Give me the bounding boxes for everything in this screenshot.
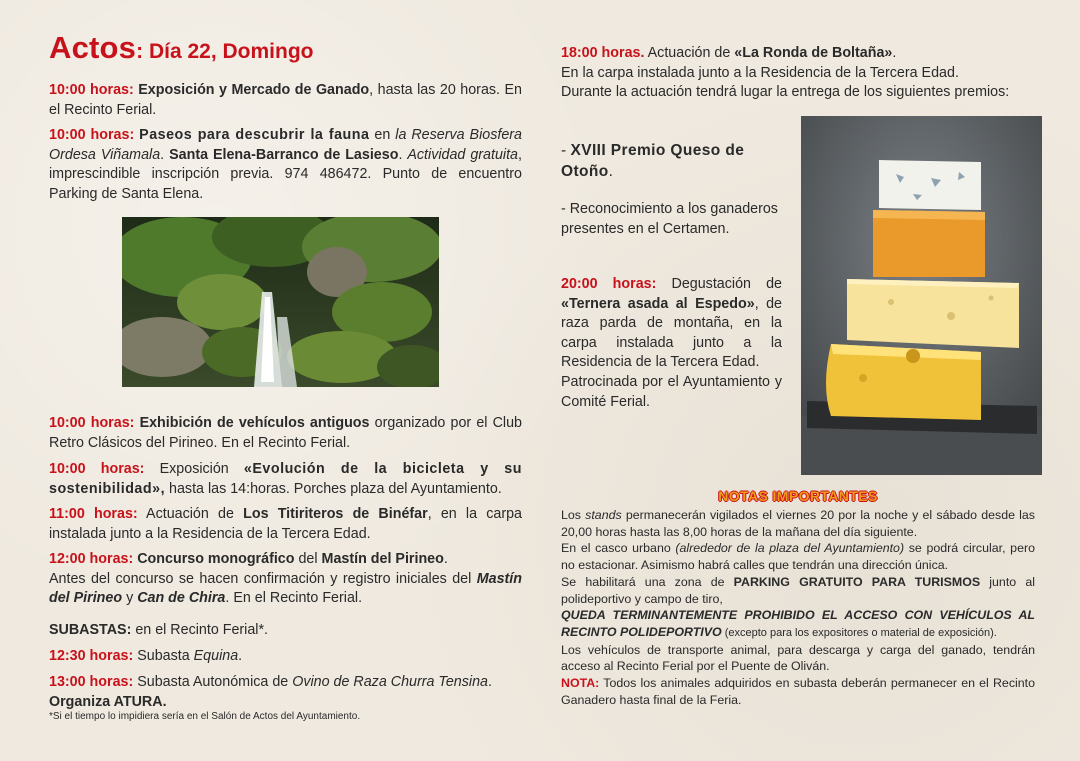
- note-nota: NOTA: Todos los animales adquiridos en subasta deberán permanecer en el Recinto Ganadero hasta final de la Feria.: [561, 676, 1035, 707]
- note-circulacion: En el casco urbano (alrededor de la plaza del Ayuntamiento) se podrá circular, pero no estacionar. Asimismo habrá calles que tendrán una dirección única.: [561, 541, 1035, 573]
- notes-title: NOTAS IMPORTANTES: [718, 488, 878, 504]
- notes-body: [561, 507, 1035, 708]
- note-transporte: Los vehículos de transporte animal, para descarga y carga del ganado, tendrán acceso al Recinto Ferial por el Puente de Oliván.: [561, 642, 1035, 674]
- event-ronda: 18:00 horas. Actuación de «La Ronda de Boltaña». En la carpa instalada junto a la Residencia de la Tercera Edad. Durante la actuación tendrá lugar la entrega de los siguientes premios:: [561, 45, 1010, 101]
- event-subasta-equina: 12:30 horas: Subasta Equina.: [49, 648, 243, 664]
- auctions-heading: SUBASTAS: en el Recinto Ferial*.: [49, 622, 269, 638]
- cheese-illustration: [801, 116, 1042, 475]
- event-mastin: 12:00 horas: Concurso monográfico del Mastín del Pirineo. Antes del concurso se hacen confirmación y registro iniciales del Mastín del Pirineo y Can de Chira. En el Recinto Ferial.: [49, 551, 522, 607]
- title-date: : Día 22, Domingo: [136, 40, 314, 63]
- footnote: *Si el tiempo lo impidiera sería en el Salón de Actos del Ayuntamiento.: [49, 711, 361, 722]
- event-ganado: 10:00 horas: Exposición y Mercado de Ganado, hasta las 20 horas. En el Recinto Ferial.: [49, 82, 522, 118]
- prize-ganaderos: - Reconocimiento a los ganaderos presentes en el Certamen.: [561, 201, 778, 237]
- waterfall-photo: [122, 217, 439, 387]
- note-prohibido: QUEDA TERMINANTEMENTE PROHIBIDO EL ACCESO CON VEHÍCULOS AL RECINTO POLIDEPORTIVO (excepto para los expositores o material de exposición).: [561, 608, 1035, 639]
- event-bicicleta: 10:00 horas: Exposición «Evolución de la bicicleta y su sostenibilidad», hasta las 14:horas. Porches plaza del Ayuntamiento.: [49, 461, 522, 497]
- note-stands: Los stands permanecerán vigilados el viernes 20 por la noche y el sábado desde las 20,00 horas hasta las 8,00 horas de la mañana del día siguiente.: [561, 508, 1035, 539]
- page-title: [49, 30, 314, 66]
- event-vehiculos: 10:00 horas: Exhibición de vehículos antiguos organizado por el Club Retro Clásicos del Pirineo. En el Recinto Ferial.: [49, 415, 522, 451]
- title-main: Actos: [49, 30, 137, 65]
- event-subasta-ovino: 13:00 horas: Subasta Autonómica de Ovino de Raza Churra Tensina. Organiza ATURA.: [49, 674, 492, 710]
- note-parking: Se habilitará una zona de PARKING GRATUITO PARA TURISMOS junto al polideportivo y campo de tiro,: [561, 574, 1035, 606]
- event-ternera: 20:00 horas: Degustación de «Ternera asada al Espedo», de raza parda de montaña, en la carpa instalada junto a la Residencia de la Tercera Edad. Patrocinada por el Ayuntamiento y Comité Ferial.: [561, 276, 783, 410]
- event-fauna: 10:00 horas: Paseos para descubrir la fauna en la Reserva Biosfera Ordesa Viñamala. Santa Elena-Barranco de Lasieso. Actividad gratuita, imprescindible inscripción previa. 974 486472. Punto de encuentro Parking de Santa Elena.: [49, 127, 522, 202]
- event-titiriteros: 11:00 horas: Actuación de Los Titiriteros de Binéfar, en la carpa instalada junto a la Residencia de la Tercera Edad.: [49, 506, 522, 542]
- prize-queso: - XVIII Premio Queso de Otoño.: [561, 142, 745, 180]
- waterfall-illustration: [122, 217, 439, 387]
- cheese-photo: [801, 116, 1042, 475]
